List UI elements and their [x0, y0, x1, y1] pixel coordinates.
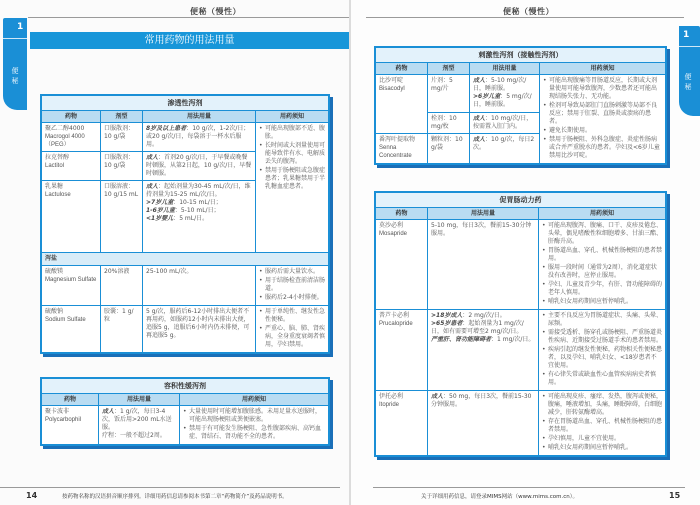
dose-text: ：5 mL/日。: [173, 215, 209, 222]
drug-name-cn: 聚卡波非: [45, 408, 70, 415]
notes-list: [542, 312, 662, 387]
chapter-label: 便秘: [11, 67, 19, 85]
dose-label: 8岁及以上患者: [146, 125, 187, 132]
drug-name-cn: 莫沙必利: [379, 222, 404, 229]
running-head: 便秘（慢性）: [190, 7, 241, 16]
drug-name-cn: 聚乙二醇4000: [45, 125, 85, 132]
dose-label: 严重肝、肾功能障碍者: [431, 336, 492, 343]
note-item: • 存在胃肠道出血、穿孔、机械性肠梗阻的患者禁用。: [542, 418, 662, 434]
drug-name-en: Senna Concentrate: [379, 145, 412, 160]
note-item: • 避免长期使用。: [543, 127, 662, 135]
dose-text: ：5 mg/次/日，睡前服。: [473, 93, 532, 108]
dosage-form: 口服溶液：10 g/15 mL: [101, 181, 143, 253]
footer-note: 按药物名称的汉语拼音顺序排列。详细用药信息请参阅本书第二章“药物简介”及药品说明书。: [62, 494, 288, 500]
drug-name-en: Sodium Sulfate: [45, 317, 86, 323]
drug-name-cn: 硫酸钠: [45, 308, 64, 315]
note-item: • 孕妇、儿童及青少年，有肝、肾功能障碍的老年人慎用。: [542, 281, 662, 297]
dose-text: ：1 g/次，每日3-4次，饭后用>200 mL水送服。: [102, 408, 172, 431]
tab-divider: [679, 46, 700, 47]
col-header: 用法用量: [470, 63, 540, 75]
note-item: • 可能出现腹痛等胃肠道反应，长期或大剂量使用可能导致腹泻，少数患者还可能出现结肠失张力、无功能。: [543, 77, 662, 101]
drug-name-en: Lactitol: [45, 163, 65, 169]
col-header: 用法用量: [143, 111, 256, 123]
dose-label: >18岁成人: [431, 312, 463, 319]
dose-label: 成人: [146, 154, 159, 161]
dosage-form: 口服散剂：10 g/袋: [101, 152, 143, 181]
bulk-laxatives-table: [40, 377, 330, 446]
page-number: 14: [26, 491, 38, 500]
note-item: • 服药后需大量饮水。: [259, 268, 325, 276]
dosage-form: 口服散剂：10 g/袋: [101, 123, 143, 152]
drug-name-en: Lactulose: [45, 192, 71, 198]
note-item: • 可能出现皮疹、瘙痒、发热，腹泻或便秘，腹痛，唾液增加，头痛，睡眠障碍，白细胞减少，肝转氨酶增高。: [542, 393, 662, 417]
table-row: [376, 391, 666, 456]
notes-list: [183, 408, 325, 441]
drug-name-cn: 硫酸镁: [45, 268, 64, 275]
dose-text: 25-100 mL/次。: [143, 266, 256, 306]
col-header: 药物: [376, 63, 428, 75]
notes-list: [259, 125, 325, 191]
note-item: • 需接受透析、肠穿孔或肠梗阻、严重肠道炎性疾病、近期接受过肠道手术的患者禁用。: [542, 329, 662, 345]
drug-name-cn: 乳果糖: [45, 183, 64, 190]
note-item: • 主要不良反应为胃肠道症状、头痛、头晕、尿频。: [542, 312, 662, 328]
note-item: • 禁用于肠梗阻或急腹症患者；乳果糖禁用于半乳糖血症患者。: [259, 167, 325, 191]
dose-text: ：5-10 mg/次/日，睡前服。: [473, 77, 527, 92]
notes-list: [543, 77, 662, 160]
table-row: [42, 406, 329, 445]
table-row: [42, 306, 329, 353]
note-item: • 服药后2-4小时排便。: [259, 294, 325, 302]
note-item: • 大量使用时可能增加腹胀感。未用足量水送服时，可能出现肠梗阻或粪便嵌塞。: [183, 408, 325, 424]
table-row: [42, 266, 329, 306]
dose-text: ：1 mg/次/日。: [491, 336, 535, 343]
note-item: • 服用一段时间（通常为2周），消化道症状没有改善时，应停止服用。: [542, 264, 662, 280]
dose-text: ：10-15 mL/日；: [173, 199, 222, 206]
tab-divider: [3, 38, 27, 39]
drug-name-en: Macrogol 4000（PEG）: [45, 134, 85, 148]
drug-name-cn: 伊托必利: [379, 393, 404, 400]
course-text: 疗程：一般不超过2周。: [102, 432, 166, 439]
dose-label: 成人: [102, 408, 115, 415]
col-header: 药物: [376, 208, 428, 220]
drug-name-cn: 普芦卡必利: [379, 312, 410, 319]
drug-name-en: Mosapride: [379, 231, 408, 237]
dose-label: 成人: [473, 77, 486, 84]
dose-label: 成人: [431, 393, 444, 400]
table-caption: 渗透性泻剂: [42, 96, 329, 111]
col-header: 用药须知: [256, 111, 329, 123]
dosage-form: 胶囊：1 g/粒: [101, 306, 143, 353]
note-item: • 长时间或大剂量使用可能导致伴有水、电解质丢失的腹泻。: [259, 142, 325, 166]
dose-text: ：起始剂量为30-45 mL/次/日，维持剂量为15-25 mL/次/日。: [146, 183, 251, 198]
chapter-number: 1: [17, 22, 24, 32]
running-head: 便秘（慢性）: [503, 7, 554, 16]
note-item: • 孕妇慎用，儿童不宜使用。: [542, 435, 662, 443]
dose-text: ：50 mg，每日3次，餐前15-30分钟服用。: [431, 393, 532, 408]
dose-label: 成人: [146, 183, 159, 190]
notes-list: [542, 393, 662, 452]
drug-name-cn: 番泻叶提取物: [379, 136, 416, 144]
dose-text: ：首剂20 g/次/日，于早餐或晚餐时顿服，从第2日起，10 g/次/日，早餐时顿服。: [146, 154, 252, 177]
drug-name-en: Bisacodyl: [379, 86, 405, 92]
note-item: • 用于结肠检查前清洁肠道。: [259, 277, 325, 293]
table-caption: 刺激性泻剂（接触性泻剂）: [376, 48, 666, 63]
table-row: [42, 123, 329, 152]
note-item: • 可能出现腹部不适、腹胀。: [259, 125, 325, 141]
col-header: 用药须知: [180, 394, 329, 406]
section-banner: 常用药物的用法用量: [30, 32, 349, 49]
chapter-side-tab[interactable]: [3, 18, 27, 110]
left-page: [0, 0, 349, 505]
prokinetic-agents-table: [374, 191, 667, 457]
notes-list: [259, 308, 325, 349]
right-page: [351, 0, 700, 505]
table-caption: 容积性缓泻剂: [42, 379, 329, 394]
drug-name-en: Prucalopride: [379, 321, 413, 327]
chapter-label: 便秘: [684, 73, 692, 91]
note-item: • 栓剂可导致局部肛门直肠刺激等局部不良反应；禁用于肛裂、直肠炎或溃疡的患者。: [543, 102, 662, 126]
drug-name-en: Itopride: [379, 402, 400, 408]
dose-text: ：10 mg/次/日，按需置入肛门内。: [473, 114, 533, 130]
dose-label: 成人: [473, 114, 486, 122]
drug-name-cn: 比沙可啶: [379, 77, 404, 84]
dose-text: ：5-10 mL/日；: [174, 207, 220, 214]
chapter-number: 1: [683, 30, 690, 40]
dose-label: >6岁儿童: [473, 93, 501, 100]
col-header: 剂型: [101, 111, 143, 123]
col-header: 剂型: [428, 63, 470, 75]
notes-list: [259, 268, 325, 302]
stimulant-laxatives-table: [374, 46, 667, 165]
osmotic-laxatives-table: [40, 94, 330, 354]
table-row: [376, 310, 666, 391]
dosage-form: 栓剂：10 mg/枚: [428, 112, 470, 133]
notes-list: [542, 222, 662, 306]
note-item: • 禁用于有可能发生肠梗阻、急性腹部疾病、高钙血症、肾结石、肾功能不全的患者。: [183, 425, 325, 441]
table-caption: 促胃肠动力药: [376, 193, 666, 208]
col-header: 用法用量: [99, 394, 180, 406]
dose-label: 1-6岁儿童: [146, 207, 175, 214]
note-item: • 哺乳妇女用药期间应暂停哺乳。: [542, 444, 662, 452]
dose-text: 5 g/次，服药后6-12小时排出大便者不再用药，如服药12小时内未排出大便，追服5 g，追服后6小时内仍未排便，可再追服5 g。: [143, 306, 256, 353]
note-item: • 禁用于肠梗阻、外科急腹症、炎症性肠病或合并严重脱水的患者。孕妇及<6岁儿童禁用比沙可啶。: [543, 136, 662, 160]
note-item: • 哺乳妇女用药期间应暂停哺乳。: [542, 298, 662, 306]
dose-text: ：2 mg/次/日。: [462, 312, 506, 319]
col-header: 药物: [42, 394, 99, 406]
header-rule: [366, 17, 684, 18]
dose-text: ：10 g/次，每日2次。: [473, 136, 535, 152]
dose-label: >7岁儿童: [146, 199, 174, 206]
dose-text: 5-10 mg，每日3次，餐前15-30分钟服用。: [428, 220, 539, 310]
col-header: 用药须知: [540, 63, 666, 75]
footer-rule: [373, 487, 685, 488]
col-header: 用药须知: [539, 208, 666, 220]
note-item: • 胃肠道出血、穿孔、机械性肠梗阻的患者禁用。: [542, 247, 662, 263]
table-row: [376, 75, 666, 113]
note-item: • 可能出现腹泻、腹痛、口干、皮疹及倦怠、头晕，偶见嗜酸性粒细胞增多、甘油三酯、肝酶升高。: [542, 222, 662, 246]
page-number: 15: [669, 491, 681, 500]
dosage-form: 20%溶液: [101, 266, 143, 306]
drug-name-cn: 拉克替醇: [45, 154, 70, 161]
header-rule: [28, 17, 349, 18]
dose-label: >65岁患者: [431, 320, 463, 327]
note-item: • 严重心、脑、肺、肾疾病，全身重度衰竭者慎用，孕妇禁用。: [259, 325, 325, 349]
footer-note: 关于详细用药信息，请登录MIMS网站（www.mims.com.cn）。: [421, 494, 578, 500]
note-item: • 有心律失常或缺血性心血管疾病病史者慎用。: [542, 371, 662, 387]
col-header: 用法用量: [428, 208, 539, 220]
note-item: • 用于单纯性、继发性急性便秘。: [259, 308, 325, 324]
dose-text: ：起始剂量为1 mg/次/日，如有需要可增至2 mg/次/日。: [431, 320, 524, 335]
dose-label: <1岁婴儿: [146, 215, 174, 222]
dosage-form: 片剂：5 mg/片: [428, 75, 470, 113]
subsection-header: 泻盐: [42, 253, 329, 266]
dosage-form: 颗粒剂：10 g/袋: [428, 134, 470, 164]
dose-label: 成人: [473, 136, 486, 144]
footer-rule: [0, 487, 340, 488]
col-header: 药物: [42, 111, 101, 123]
chapter-side-tab[interactable]: [679, 26, 700, 116]
drug-name-en: Magnesium Sulfate: [45, 277, 97, 283]
dose-text: ：10 g/次，1-2次/日；或20 g/次/日，每袋溶于一杯水后服用。: [146, 125, 250, 148]
table-row: [376, 220, 666, 310]
drug-name-en: Polycarbophil: [45, 417, 82, 423]
note-item: • 疾病引起的继发性便秘，药物相关性便秘患者，以及孕妇、哺乳妇女、<18岁患者不宜使用。: [542, 346, 662, 370]
